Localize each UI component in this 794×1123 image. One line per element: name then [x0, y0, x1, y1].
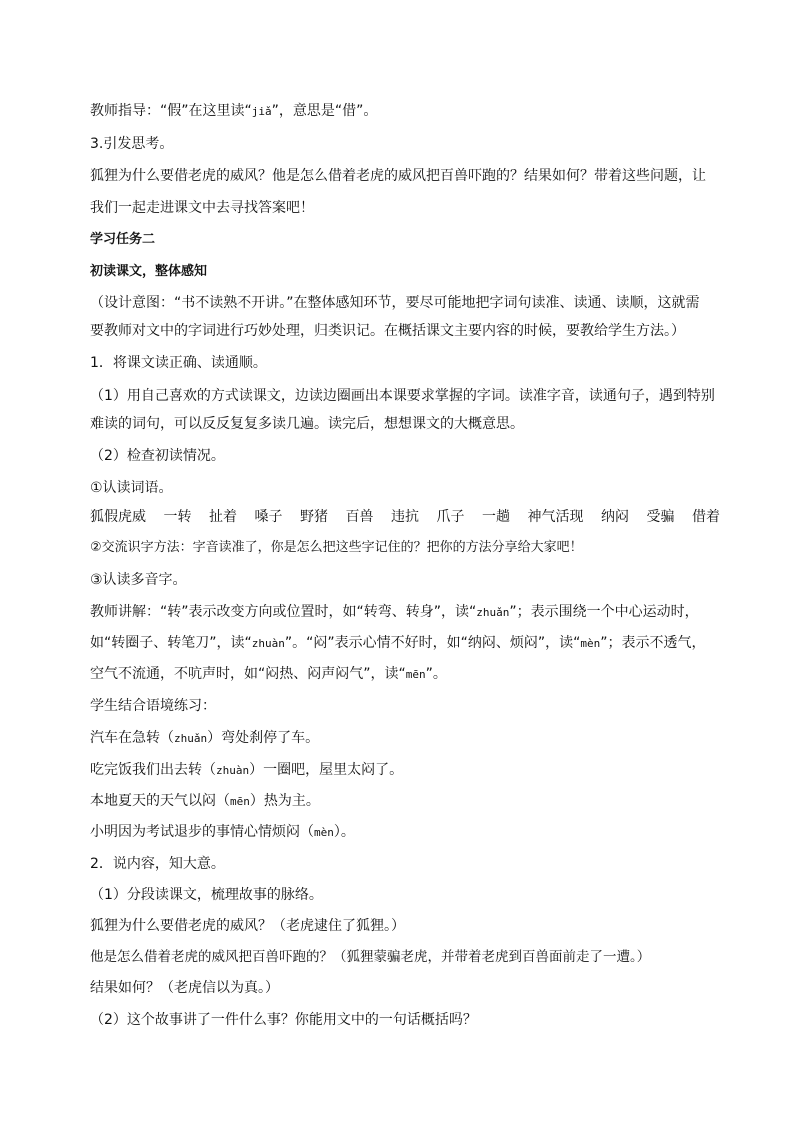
pinyin: zhuǎn: [476, 606, 510, 619]
teacher-explanation-line: 教师讲解：“转”表示改变方向或位置时，如“转弯、转身”，读“zhuǎn”；表示围绕一个中心运动时，: [90, 604, 699, 620]
design-intent-line: （设计意图：“书不读熟不开讲。”在整体感知环节，要尽可能地把字词句读准、读通、读顺，这就需: [90, 295, 700, 311]
vocabulary-word: 纳闷: [601, 509, 629, 525]
pinyin: mēn: [230, 795, 250, 808]
design-intent-line: 要教师对文中的字词进行巧妙处理，归类识记。在概括课文主要内容的时候，要教给学生方法。）: [90, 323, 685, 339]
step-heading: ①认读词语。: [90, 480, 173, 496]
step-heading: ③认读多音字。: [90, 572, 187, 588]
step-heading: （2）检查初读情况。: [90, 448, 225, 464]
pinyin: mēn: [405, 668, 426, 681]
pinyin: mèn: [580, 637, 601, 650]
section-heading: 学习任务二: [90, 232, 156, 247]
vocabulary-word: 借着: [692, 509, 720, 525]
paragraph-line: 难读的词句，可以反反复复多读几遍。读完后，想想课文的大概意思。: [90, 416, 524, 432]
vocabulary-list: [90, 507, 720, 527]
paragraph-line: 他是怎么借着老虎的威风把百兽吓跑的？（狐狸蒙骗老虎，并带着老虎到百兽面前走了一遭。）: [90, 949, 651, 965]
paragraph-line: （1）分段读课文，梳理故事的脉络。: [90, 887, 323, 903]
practice-sentence: 吃完饭我们出去转（zhuàn）一圈吧，屋里太闷了。: [90, 762, 404, 778]
vocabulary-word: 爪子: [436, 509, 465, 525]
vocabulary-word: 神气活现: [527, 509, 584, 525]
pinyin: mèn: [314, 826, 334, 839]
step-heading: 3.引发思考。: [90, 136, 174, 152]
vocabulary-word: 扯着: [209, 509, 237, 525]
teacher-explanation-line: 如“转圈子、转笔刀”，读“zhuàn”。“闷”表示心情不好时，如“纳闷、烦闷”，读“mèn”；表示不透气，: [90, 635, 706, 651]
paragraph-line: 学生结合语境练习：: [90, 698, 216, 714]
paragraph-line: 结果如何？（老虎信以为真。）: [90, 980, 279, 996]
paragraph-line: （1）用自己喜欢的方式读课文，边读边圈画出本课要求掌握的字词。读准字音，读通句子，遇到特别: [90, 388, 715, 404]
teacher-explanation-line: 空气不流通，不吭声时，如“闷热、闷声闷气”，读“mēn”。: [90, 666, 447, 682]
paragraph-line: 狐狸为什么要借老虎的威风？（老虎逮住了狐狸。）: [90, 918, 405, 934]
teacher-guidance-line: 教师指导：“假”在这里读“jiǎ”，意思是“借”。: [90, 103, 378, 119]
vocabulary-word: 受骗: [646, 509, 675, 525]
practice-sentence: 汽车在急转（zhuǎn）弯处刹停了车。: [90, 730, 320, 746]
vocabulary-word: 狐假虎威: [90, 509, 146, 525]
vocabulary-word: 百兽: [345, 509, 374, 525]
vocabulary-word: 野猪: [300, 509, 328, 525]
vocabulary-word: 一转: [163, 509, 192, 525]
pinyin: zhuàn: [216, 764, 250, 777]
practice-sentence: 小明因为考试退步的事情心情烦闷（mèn）。: [90, 824, 355, 840]
practice-sentence: 本地夏天的天气以闷（mēn）热为主。: [90, 793, 320, 809]
pinyin: jiǎ: [251, 105, 272, 118]
paragraph-line: 狐狸为什么要借老虎的威风？他是怎么借着老虎的威风把百兽吓跑的？结果如何？带着这些问题，让: [90, 168, 706, 184]
vocabulary-word: 一趟: [482, 509, 510, 525]
step-heading: 2．说内容，知大意。: [90, 856, 225, 872]
vocabulary-word: 违抗: [391, 509, 419, 525]
section-subheading: 初读课文，整体感知: [90, 264, 208, 279]
pinyin: zhuàn: [251, 637, 285, 650]
paragraph-line: 我们一起走进课文中去寻找答案吧！: [90, 200, 314, 216]
paragraph-line: ②交流识字方法：字音读准了，你是怎么把这些字记住的？把你的方法分享给大家吧！: [90, 540, 583, 555]
paragraph-line: （2）这个故事讲了一件什么事？你能用文中的一句话概括吗？: [90, 1012, 477, 1028]
pinyin: zhuǎn: [174, 732, 208, 745]
step-heading: 1．将课文读正确、读通顺。: [90, 355, 267, 371]
vocabulary-word: 嗓子: [254, 509, 283, 525]
